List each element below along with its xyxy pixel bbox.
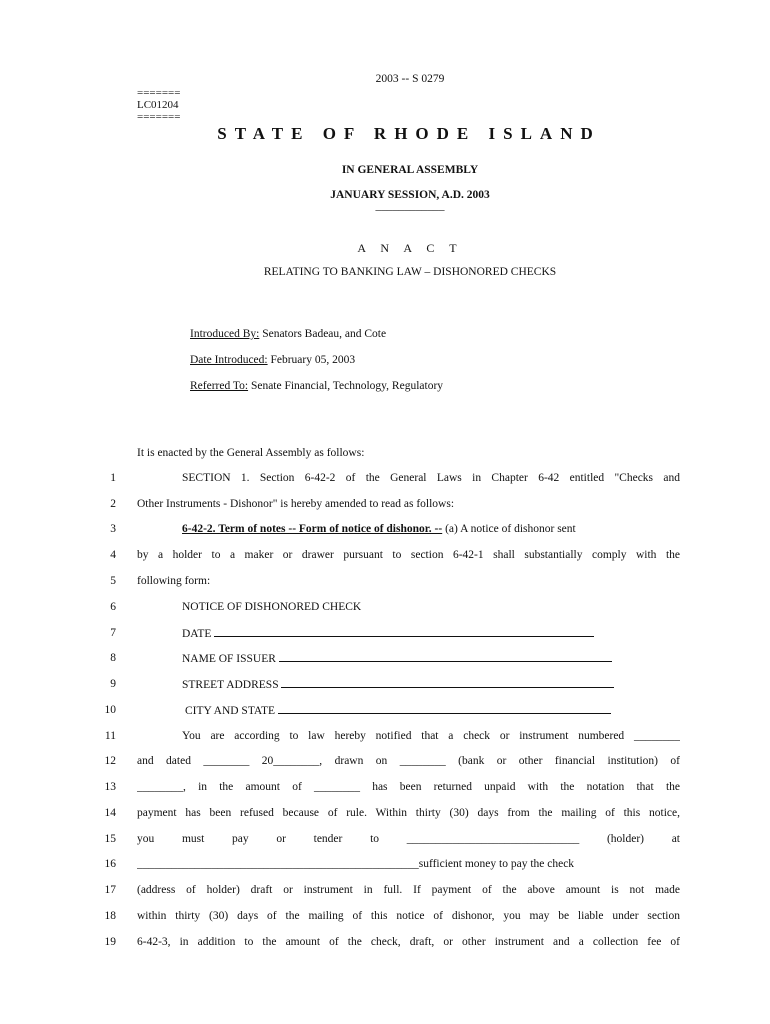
- introduced-by-label: Introduced By:: [190, 328, 260, 340]
- form-field-blank: [281, 678, 614, 688]
- assembly-heading: IN GENERAL ASSEMBLY: [341, 164, 479, 176]
- bill-line: [0, 498, 770, 516]
- bill-line: [0, 936, 770, 954]
- line-number: 14: [104, 807, 116, 819]
- line-text: ________, in the amount of ________ has been returned unpaid with the notation that the: [137, 781, 680, 793]
- line-number: 1: [110, 472, 116, 484]
- form-field: [182, 652, 680, 665]
- act-heading: A N A C T: [357, 241, 463, 255]
- line-number: 13: [104, 781, 116, 793]
- line-text: within thirty (30) days of the mailing of this notice of dishonor, you may be liable under section: [137, 910, 680, 922]
- form-field-label: CITY AND STATE: [185, 705, 276, 717]
- line-number: 2: [110, 498, 116, 510]
- state-title: STATE OF RHODE ISLAND: [217, 124, 601, 143]
- referred-to-value: Senate Financial, Technology, Regulatory: [248, 380, 444, 392]
- line-number: 4: [110, 549, 116, 561]
- form-field-label: STREET ADDRESS: [182, 679, 279, 691]
- relating-title: RELATING TO BANKING LAW – DISHONORED CHECKS: [263, 266, 557, 278]
- bill-line: [0, 858, 770, 876]
- line-number: 17: [104, 884, 116, 896]
- form-field: [182, 627, 680, 640]
- line-text: SECTION 1. Section 6-42-2 of the General Laws in Chapter 6-42 entitled "Checks and: [182, 472, 680, 484]
- line-number: 9: [110, 678, 116, 690]
- bill-line: [0, 833, 770, 851]
- form-field: [185, 704, 683, 717]
- line-number: 7: [110, 627, 116, 639]
- form-field-label: DATE: [182, 628, 212, 640]
- form-field: [182, 678, 680, 691]
- line-text: [182, 523, 680, 535]
- introduced-by: [190, 328, 386, 340]
- bill-line: [0, 601, 770, 619]
- line-text: NOTICE OF DISHONORED CHECK: [182, 601, 362, 613]
- date-introduced: [190, 354, 355, 366]
- form-field-blank: [214, 627, 594, 637]
- date-introduced-value: February 05, 2003: [267, 354, 356, 366]
- line-text: payment has been refused because of rule. Within thirty (30) days from the mailing of this notice,: [137, 807, 680, 819]
- bill-line: [0, 884, 770, 902]
- lc-rule-bottom: =======: [137, 111, 181, 123]
- bill-line: [0, 549, 770, 567]
- section-heading-text: (a) A notice of dishonor sent: [442, 523, 576, 535]
- line-number: 11: [104, 730, 116, 742]
- line-text: following form:: [137, 575, 211, 587]
- date-introduced-label: Date Introduced:: [190, 354, 268, 366]
- bill-line: [0, 730, 770, 748]
- bill-line: [0, 472, 770, 490]
- bill-line: [0, 807, 770, 825]
- line-number: 3: [110, 523, 116, 535]
- line-text: and dated ________ 20________, drawn on ________ (bank or other financial institution) of: [137, 755, 680, 767]
- section-heading: 6-42-2. Term of notes -- Form of notice of dishonor. --: [182, 523, 443, 535]
- referred-to: [190, 380, 443, 392]
- form-field-label: NAME OF ISSUER: [182, 653, 276, 665]
- enacting-clause: It is enacted by the General Assembly as follows:: [137, 447, 365, 459]
- session-heading: JANUARY SESSION, A.D. 2003: [330, 189, 490, 201]
- session-rule: ____________: [375, 200, 445, 212]
- line-text: by a holder to a maker or drawer pursuant to section 6-42-1 shall substantially comply with the: [137, 549, 680, 561]
- line-text: (address of holder) draft or instrument in full. If payment of the above amount is not made: [137, 884, 680, 896]
- line-text: 6-42-3, in addition to the amount of the check, draft, or other instrument and a collection fee of: [137, 936, 680, 948]
- bill-line: [0, 678, 770, 696]
- line-text: _________________________________________________sufficient money to pay the check: [137, 858, 575, 870]
- line-text: you must pay or tender to ______________________________ (holder) at: [137, 833, 680, 845]
- bill-line: [0, 704, 770, 722]
- bill-line: [0, 523, 770, 541]
- referred-to-label: Referred To:: [190, 380, 249, 392]
- line-text: Other Instruments - Dishonor" is hereby amended to read as follows:: [137, 498, 455, 510]
- line-number: 8: [110, 652, 116, 664]
- line-number: 19: [104, 936, 116, 948]
- bill-line: [0, 910, 770, 928]
- bill-line: [0, 575, 770, 593]
- line-number: 18: [104, 910, 116, 922]
- bill-line: [0, 652, 770, 670]
- bill-line: [0, 781, 770, 799]
- line-number: 16: [104, 858, 116, 870]
- form-field-blank: [278, 704, 611, 714]
- lc-rule-top: =======: [137, 87, 181, 99]
- line-number: 5: [110, 575, 116, 587]
- line-number: 10: [104, 704, 116, 716]
- bill-number: 2003 -- S 0279: [375, 73, 445, 85]
- introduced-by-value: Senators Badeau, and Cote: [259, 328, 387, 340]
- line-number: 15: [104, 833, 116, 845]
- lc-number: LC01204: [137, 99, 179, 111]
- line-number: 6: [110, 601, 116, 613]
- line-number: 12: [104, 755, 116, 767]
- bill-line: [0, 755, 770, 773]
- bill-line: [0, 627, 770, 645]
- line-text: You are according to law hereby notified that a check or instrument numbered ________: [182, 730, 680, 742]
- form-field-blank: [279, 652, 612, 662]
